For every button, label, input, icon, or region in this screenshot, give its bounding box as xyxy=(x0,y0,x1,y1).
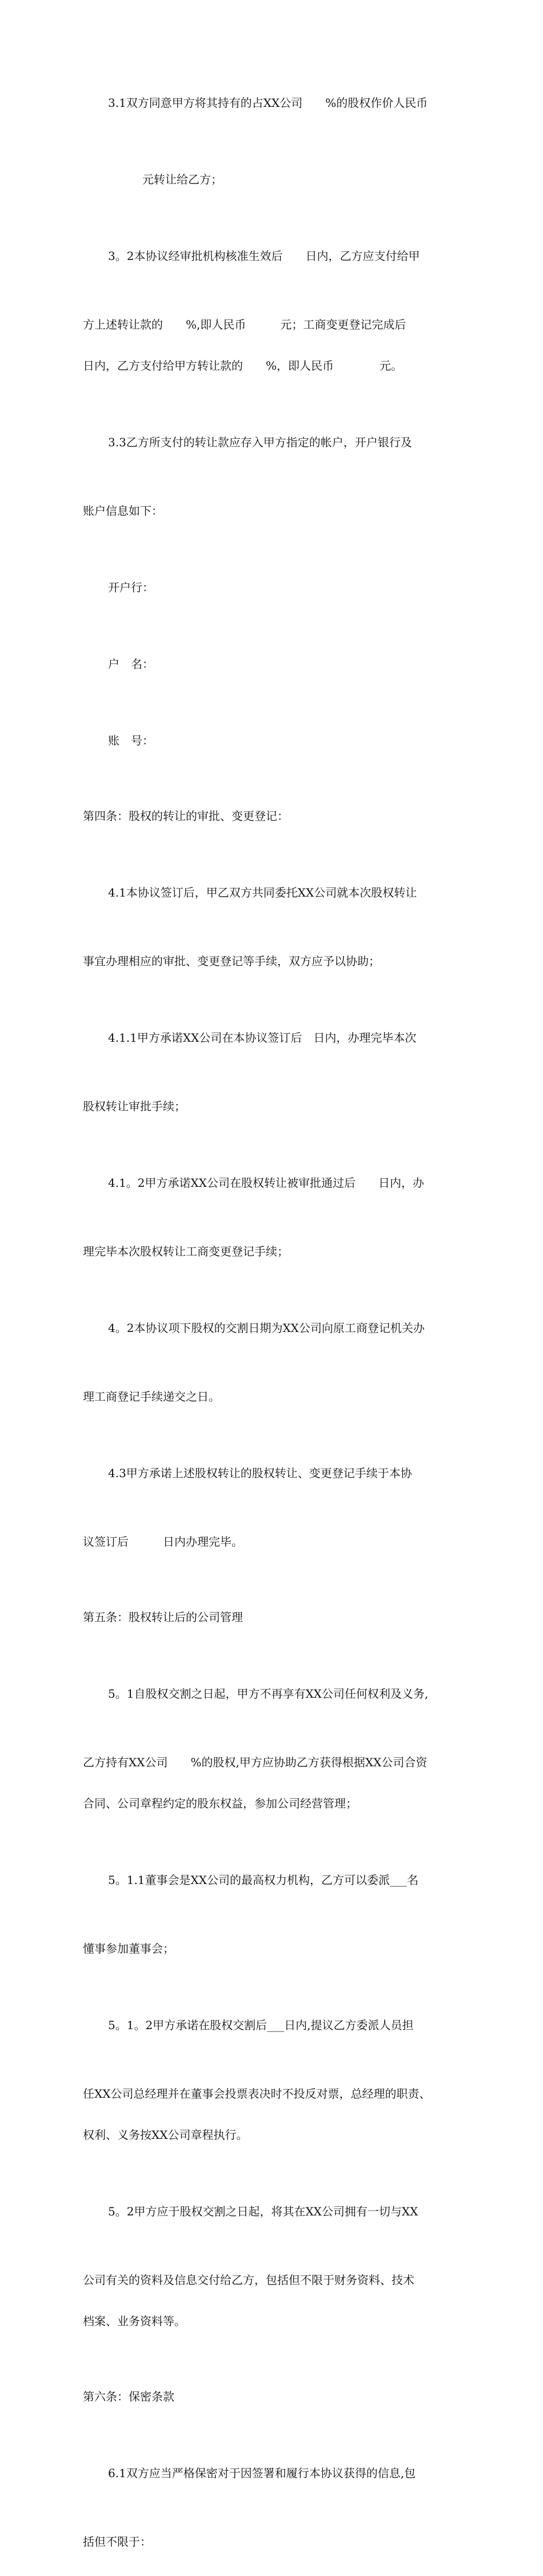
text-line: 3。2本协议经审批机构核准生效后 日内，乙方应支付给甲 xyxy=(108,249,420,263)
text-line: 账户信息如下： xyxy=(83,504,163,518)
text-line: 账 号： xyxy=(108,734,154,747)
text-line: 4。2本协议项下股权的交割日期为XX公司向原工商登记机关办 xyxy=(108,1321,425,1335)
text-line: 懂事参加董事会； xyxy=(83,1942,174,1955)
text-line: 议签订后 日内办理完毕。 xyxy=(83,1535,243,1549)
bank-name-field xyxy=(83,553,472,622)
article-6-heading xyxy=(83,2362,472,2431)
account-holder-field xyxy=(83,630,472,698)
clause-3-2 xyxy=(83,222,472,290)
clause-4-2-body xyxy=(83,1362,472,1431)
clause-4-1 xyxy=(83,858,472,927)
clause-5-2-body xyxy=(83,2246,472,2355)
text-line: 开户行： xyxy=(108,581,154,594)
text-line: 乙方持有XX公司 %的股权,甲方应协助乙方获得根据XX公司合资 xyxy=(83,1755,428,1769)
clause-6-1 xyxy=(83,2439,472,2507)
text-line: 5。2甲方应于股权交割之日起，将其在XX公司拥有一切与XX xyxy=(108,2205,418,2218)
clause-4-1-2-body xyxy=(83,1217,472,1286)
clause-5-1-body xyxy=(83,1728,472,1838)
account-number-field xyxy=(83,706,472,775)
text-line: 6.1双方应当严格保密对于因签署和履行本协议获得的信息,包 xyxy=(108,2466,416,2480)
text-line: 公司有关的资料及信息交付给乙方，包括但不限于财务资料、技术 xyxy=(83,2273,414,2287)
article-4-heading xyxy=(83,782,472,850)
text-line: 权利、义务按XX公司章程执行。 xyxy=(83,2128,248,2142)
text-line: 第六条：保密条款 xyxy=(83,2390,174,2403)
clause-4-3 xyxy=(83,1439,472,1507)
text-line: 5。1.1董事会是XX公司的最高权力机构，乙方可以委派___名 xyxy=(108,1873,419,1887)
clause-5-1-2-body xyxy=(83,2059,472,2169)
clause-6-1-body xyxy=(83,2507,472,2576)
clause-4-2 xyxy=(83,1294,472,1362)
article-5-heading xyxy=(83,1583,472,1651)
clause-3-1-continued xyxy=(83,145,472,214)
text-line: 第四条：股权的转让的审批、变更登记： xyxy=(83,809,289,823)
clause-3-2-body xyxy=(83,290,472,400)
text-line: 户 名： xyxy=(108,657,154,671)
text-line: 股权转让审批手续； xyxy=(83,1099,186,1113)
text-line: 档案、业务资料等。 xyxy=(83,2314,186,2328)
clause-3-3 xyxy=(83,408,472,477)
text-line: 5。1。2甲方承诺在股权交割后___日内,提议乙方委派人员担 xyxy=(108,2018,414,2032)
clause-4-1-1 xyxy=(83,1003,472,1072)
clause-4-1-1-body xyxy=(83,1072,472,1141)
text-line: 5。1自股权交割之日起，甲方不再享有XX公司任何权利及义务, xyxy=(108,1687,429,1701)
clause-5-2 xyxy=(83,2177,472,2246)
text-line: 元转让给乙方； xyxy=(142,173,222,186)
text-line: 理完毕本次股权转让工商变更登记手续； xyxy=(83,1245,289,1258)
text-line: 4.3甲方承诺上述股权转让的股权转让、变更登记手续于本协 xyxy=(108,1466,412,1480)
clause-5-1-2 xyxy=(83,1991,472,2059)
text-line: 4.1。2甲方承诺XX公司在股权转让被审批通过后 日内，办 xyxy=(108,1176,425,1190)
clause-5-1-1-body xyxy=(83,1914,472,1983)
clause-4-3-body xyxy=(83,1507,472,1576)
text-line: 合同、公司章程约定的股东权益，参加公司经营管理； xyxy=(83,1797,357,1810)
text-line: 3.3乙方所支付的转让款应存入甲方指定的帐户，开户银行及 xyxy=(108,435,412,449)
clause-4-1-2 xyxy=(83,1149,472,1217)
text-line: 4.1本协议签订后，甲乙双方共同委托XX公司就本次股权转让 xyxy=(108,886,417,899)
clause-4-1-body xyxy=(83,927,472,995)
text-line: 第五条：股权转让后的公司管理 xyxy=(83,1610,243,1624)
text-line: 方上述转让款的 %,即人民币 元；工商变更登记完成后 xyxy=(83,318,406,331)
text-line: 3.1双方同意甲方将其持有的占XX公司 %的股权作价人民币 xyxy=(108,96,428,110)
clause-3-1 xyxy=(83,69,472,137)
clause-3-3-body xyxy=(83,477,472,545)
text-line: 日内，乙方支付给甲方转让款的 %，即人民币 元。 xyxy=(83,359,403,373)
text-line: 事宜办理相应的审批、变更登记等手续，双方应予以协助； xyxy=(83,954,380,968)
clause-5-1-1 xyxy=(83,1846,472,1914)
agreement-body xyxy=(83,69,472,2576)
text-line: 任XX公司总经理并在董事会投票表决时不投反对票，总经理的职责、 xyxy=(83,2087,431,2101)
text-line: 理工商登记手续递交之日。 xyxy=(83,1390,220,1403)
text-line: 4.1.1甲方承诺XX公司在本协议签订后 日内，办理完毕本次 xyxy=(108,1031,417,1045)
clause-5-1 xyxy=(83,1659,472,1728)
text-line: 括但不限于： xyxy=(83,2535,151,2549)
